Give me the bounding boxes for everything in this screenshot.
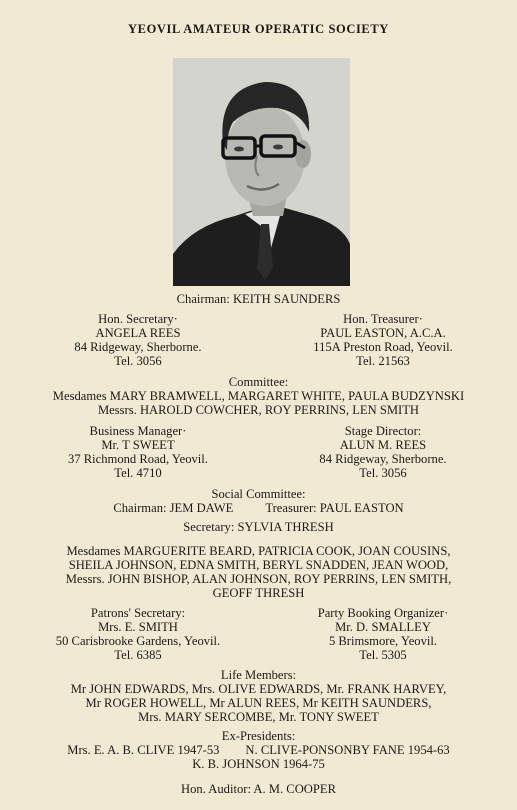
social-member-line: Messrs. JOHN BISHOP, ALAN JOHNSON, ROY PERRINS, LEN SMITH, [65, 572, 452, 586]
hon-secretary-block [18, 312, 258, 368]
portrait-image [173, 58, 350, 286]
hon-secretary-address: 84 Ridgeway, Sherborne. [74, 340, 202, 354]
patrons-secretary-name: Mrs. E. SMITH [98, 620, 178, 634]
social-committee-officers [0, 501, 517, 515]
stage-director-heading: Stage Director: [344, 424, 422, 438]
ex-president-clive: Mrs. E. A. B. CLIVE 1947-53 [67, 743, 220, 757]
life-member-line: Mr ROGER HOWELL, Mr ALUN REES, Mr KEITH SAUNDERS, [85, 696, 432, 710]
hon-treasurer-name: PAUL EASTON, A.C.A. [320, 326, 446, 340]
life-members-block [0, 668, 517, 724]
party-booking-name: Mr. D. SMALLEY [335, 620, 431, 634]
society-title: YEOVIL AMATEUR OPERATIC SOCIETY [128, 22, 389, 36]
ex-president-johnson: K. B. JOHNSON 1964-75 [192, 757, 325, 771]
business-manager-tel: Tel. 4710 [114, 466, 162, 480]
social-committee-secretary: Secretary: SYLVIA THRESH [183, 520, 334, 534]
hon-secretary-heading: Hon. Secretary· [98, 312, 178, 326]
patrons-secretary-address: 50 Carisbrooke Gardens, Yeovil. [55, 634, 221, 648]
social-member-line: SHEILA JOHNSON, EDNA SMITH, BERYL SNADDEN, JEAN WOOD, [68, 558, 449, 572]
committee-line: Mesdames MARY BRAMWELL, MARGARET WHITE, PAULA BUDZYNSKI [52, 389, 465, 403]
chairman-portrait-photo [173, 58, 350, 286]
social-member-line: GEOFF THRESH [212, 586, 305, 600]
social-committee-chairman: Chairman: JEM DAWE [113, 501, 234, 515]
patrons-secretary-tel: Tel. 6385 [114, 648, 162, 662]
social-member-line: Mesdames MARGUERITE BEARD, PATRICIA COOK, JOAN COUSINS, [66, 544, 451, 558]
social-committee-members [0, 544, 517, 600]
patrons-secretary-heading: Patrons' Secretary: [90, 606, 186, 620]
business-manager-block [18, 424, 258, 480]
life-member-line: Mr JOHN EDWARDS, Mrs. OLIVE EDWARDS, Mr. FRANK HARVEY, [70, 682, 447, 696]
ex-presidents-heading: Ex-Presidents: [221, 729, 296, 743]
stage-director-tel: Tel. 3056 [359, 466, 407, 480]
committee-line: Messrs. HAROLD COWCHER, ROY PERRINS, LEN SMITH [97, 403, 420, 417]
social-committee-heading: Social Committee: [211, 487, 306, 501]
stage-director-block [263, 424, 503, 480]
patrons-secretary-block [18, 606, 258, 662]
hon-treasurer-heading: Hon. Treasurer· [343, 312, 423, 326]
business-manager-heading: Business Manager· [89, 424, 187, 438]
hon-treasurer-block [263, 312, 503, 368]
life-members-heading: Life Members: [220, 668, 297, 682]
life-member-line: Mrs. MARY SERCOMBE, Mr. TONY SWEET [138, 710, 379, 724]
committee-heading: Committee: [228, 375, 289, 389]
hon-treasurer-tel: Tel. 21563 [356, 354, 410, 368]
ex-presidents-block [0, 729, 517, 771]
stage-director-name: ALUN M. REES [339, 438, 427, 452]
business-manager-name: Mr. T SWEET [101, 438, 175, 452]
stage-director-address: 84 Ridgeway, Sherborne. [319, 452, 447, 466]
ex-presidents-line-1 [0, 743, 517, 757]
social-committee-treasurer: Treasurer: PAUL EASTON [265, 501, 404, 515]
committee-block [0, 375, 517, 417]
hon-secretary-tel: Tel. 3056 [114, 354, 162, 368]
hon-auditor: Hon. Auditor: A. M. COOPER [181, 782, 336, 796]
business-manager-address: 37 Richmond Road, Yeovil. [68, 452, 208, 466]
party-booking-block [263, 606, 503, 662]
ex-president-ponsonby-fane: N. CLIVE-PONSONBY FANE 1954-63 [245, 743, 450, 757]
party-booking-address: 5 Brimsmore, Yeovil. [328, 634, 438, 648]
hon-secretary-name: ANGELA REES [95, 326, 181, 340]
hon-treasurer-address: 115A Preston Road, Yeovil. [313, 340, 453, 354]
party-booking-heading: Party Booking Organizer· [317, 606, 449, 620]
party-booking-tel: Tel. 5305 [359, 648, 407, 662]
chairman-line: Chairman: KEITH SAUNDERS [176, 292, 341, 306]
